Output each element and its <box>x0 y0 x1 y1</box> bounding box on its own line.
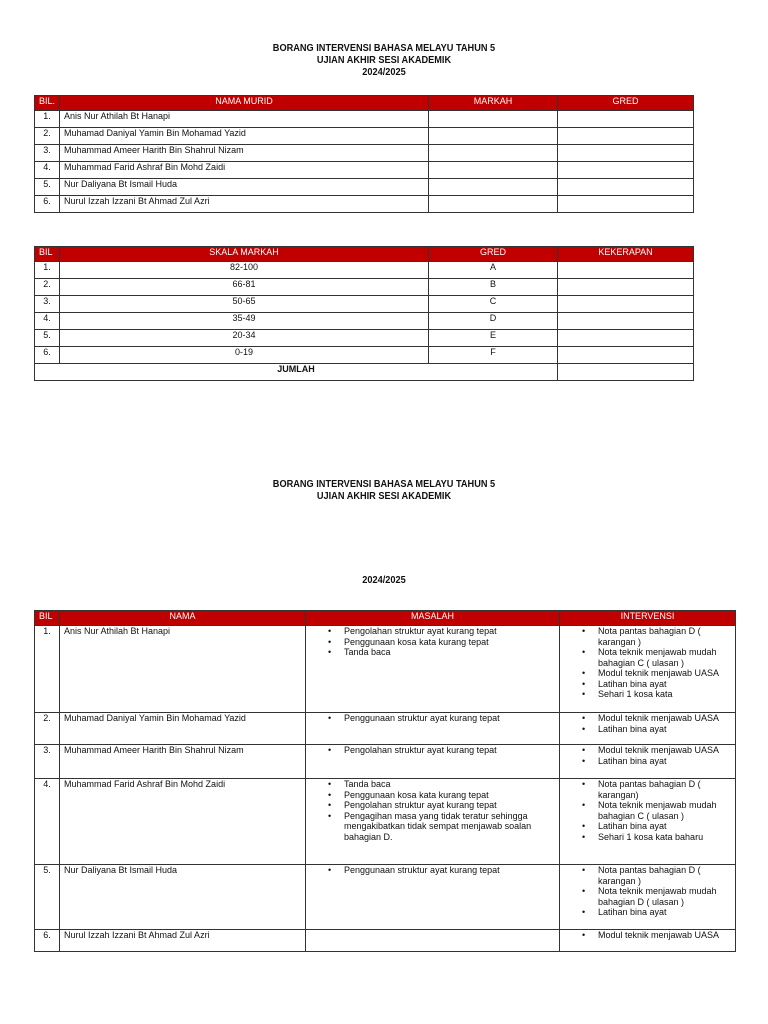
table-row <box>35 347 694 364</box>
masalah-item: • Penggunaan struktur ayat kurang tepat <box>344 713 555 724</box>
intervensi-item: • Nota teknik menjawab mudah bahagian C ( ulasan ) <box>598 647 731 668</box>
table-row <box>35 179 694 196</box>
row-bil: 6. <box>35 930 60 952</box>
student-gred <box>558 145 694 162</box>
row-bil: 6. <box>35 347 60 364</box>
title-line: BORANG INTERVENSI BAHASA MELAYU TAHUN 5 <box>272 479 496 490</box>
scale-kekerapan <box>558 279 694 296</box>
row-bil: 3. <box>35 296 60 313</box>
masalah-list <box>310 626 555 658</box>
header-markah: MARKAH <box>429 96 558 111</box>
student-name: Nurul Izzah Izzani Bt Ahmad Zul Azri <box>60 930 306 952</box>
student-name: Muhamad Daniyal Yamin Bin Mohamad Yazid <box>60 128 429 145</box>
header-bil: BIL. <box>35 96 60 111</box>
table-row <box>35 330 694 347</box>
row-bil: 6. <box>35 196 60 213</box>
scale-grade: E <box>429 330 558 347</box>
intervensi-cell <box>560 626 736 713</box>
table-header-row <box>35 96 694 111</box>
scale-grade: B <box>429 279 558 296</box>
row-bil: 2. <box>35 713 60 745</box>
masalah-item: • Pengolahan struktur ayat kurang tepat <box>344 800 555 811</box>
intervensi-list <box>564 779 731 842</box>
intervensi-item: • Sehari 1 kosa kata <box>598 689 731 700</box>
masalah-item: • Penggunaan kosa kata kurang tepat <box>344 790 555 801</box>
header-skala-markah: SKALA MARKAH <box>60 247 429 262</box>
row-bil: 1. <box>35 626 60 713</box>
table-row <box>35 313 694 330</box>
intervensi-item: • Latihan bina ayat <box>598 821 731 832</box>
student-gred <box>558 111 694 128</box>
title-line: 2024/2025 <box>362 67 406 78</box>
intervensi-item: • Nota pantas bahagian D ( karangan) <box>598 779 731 800</box>
table-row <box>35 296 694 313</box>
row-bil: 4. <box>35 313 60 330</box>
scale-range: 66-81 <box>60 279 429 296</box>
student-gred <box>558 196 694 213</box>
scale-range: 35-49 <box>60 313 429 330</box>
row-bil: 2. <box>35 279 60 296</box>
scale-range: 50-65 <box>60 296 429 313</box>
intervensi-item: • Modul teknik menjawab UASA <box>598 713 731 724</box>
grade-scale-table <box>34 246 694 381</box>
table-header-row <box>35 611 736 626</box>
student-name: Muhammad Ameer Harith Bin Shahrul Nizam <box>60 145 429 162</box>
intervensi-item: • Modul teknik menjawab UASA <box>598 745 731 756</box>
intervensi-item: • Nota teknik menjawab mudah bahagian C ( ulasan ) <box>598 800 731 821</box>
table-row <box>35 128 694 145</box>
scale-kekerapan <box>558 262 694 279</box>
student-name: Anis Nur Athilah Bt Hanapi <box>60 111 429 128</box>
title-line: UJIAN AKHIR SESI AKADEMIK <box>316 55 452 66</box>
scale-grade: D <box>429 313 558 330</box>
masalah-item: • Pengolahan struktur ayat kurang tepat <box>344 626 555 637</box>
intervensi-list <box>564 745 731 766</box>
intervensi-cell <box>560 865 736 930</box>
form-title-2 <box>31 479 738 503</box>
form-title-1 <box>31 43 738 79</box>
student-name: Nurul Izzah Izzani Bt Ahmad Zul Azri <box>60 196 429 213</box>
intervensi-cell <box>560 745 736 779</box>
row-bil: 3. <box>35 145 60 162</box>
table-row <box>35 111 694 128</box>
title-line: 2024/2025 <box>362 575 406 586</box>
student-name: Muhammad Ameer Harith Bin Shahrul Nizam <box>60 745 306 779</box>
intervensi-item: • Latihan bina ayat <box>598 679 731 690</box>
masalah-item: • Tanda baca <box>344 779 555 790</box>
table-header-row <box>35 247 694 262</box>
title-line: UJIAN AKHIR SESI AKADEMIK <box>316 491 452 502</box>
intervensi-list <box>564 713 731 734</box>
table-row <box>35 196 694 213</box>
table-row <box>35 279 694 296</box>
intervensi-cell <box>560 930 736 952</box>
header-gred: GRED <box>558 96 694 111</box>
intervensi-list <box>564 930 731 941</box>
header-bil: BIL <box>35 247 60 262</box>
intervensi-item: • Nota pantas bahagian D ( karangan ) <box>598 626 731 647</box>
scale-grade: A <box>429 262 558 279</box>
scale-kekerapan <box>558 330 694 347</box>
intervensi-item: • Sehari 1 kosa kata baharu <box>598 832 731 843</box>
scale-kekerapan <box>558 313 694 330</box>
table-row <box>35 713 736 745</box>
row-bil: 3. <box>35 745 60 779</box>
intervensi-item: • Latihan bina ayat <box>598 724 731 735</box>
scale-kekerapan <box>558 347 694 364</box>
table-row <box>35 745 736 779</box>
total-value <box>558 364 694 381</box>
row-bil: 5. <box>35 179 60 196</box>
student-name: Nur Daliyana Bt Ismail Huda <box>60 179 429 196</box>
header-intervensi: INTERVENSI <box>560 611 736 626</box>
masalah-item: • Pengagihan masa yang tidak teratur sehingga mengakibatkan tidak sempat menjawab soalan bahagian D. <box>344 811 555 843</box>
masalah-cell <box>306 779 560 865</box>
table-row <box>35 145 694 162</box>
student-markah <box>429 128 558 145</box>
scale-grade: C <box>429 296 558 313</box>
student-gred <box>558 179 694 196</box>
masalah-list <box>310 713 555 724</box>
header-bil: BIL <box>35 611 60 626</box>
masalah-item: • Tanda baca <box>344 647 555 658</box>
scale-grade: F <box>429 347 558 364</box>
scale-kekerapan <box>558 296 694 313</box>
header-nama: NAMA <box>60 611 306 626</box>
student-name: Anis Nur Athilah Bt Hanapi <box>60 626 306 713</box>
student-name: Muhammad Farid Ashraf Bin Mohd Zaidi <box>60 162 429 179</box>
row-bil: 1. <box>35 262 60 279</box>
masalah-cell <box>306 626 560 713</box>
masalah-list <box>310 745 555 756</box>
header-kekerapan: KEKERAPAN <box>558 247 694 262</box>
title-line: BORANG INTERVENSI BAHASA MELAYU TAHUN 5 <box>272 43 496 54</box>
masalah-list <box>310 779 555 842</box>
masalah-item: • Pengolahan struktur ayat kurang tepat <box>344 745 555 756</box>
total-label: JUMLAH <box>35 364 558 381</box>
intervention-table <box>34 610 736 952</box>
masalah-item: • Penggunaan kosa kata kurang tepat <box>344 637 555 648</box>
masalah-cell <box>306 865 560 930</box>
intervensi-cell <box>560 779 736 865</box>
header-masalah: MASALAH <box>306 611 560 626</box>
student-markah <box>429 111 558 128</box>
row-bil: 5. <box>35 330 60 347</box>
table-row <box>35 779 736 865</box>
masalah-cell <box>306 930 560 952</box>
header-gred: GRED <box>429 247 558 262</box>
student-name: Nur Daliyana Bt Ismail Huda <box>60 865 306 930</box>
student-markah <box>429 179 558 196</box>
student-markah <box>429 162 558 179</box>
student-gred <box>558 128 694 145</box>
intervensi-item: • Nota teknik menjawab mudah bahagian D ( ulasan ) <box>598 886 731 907</box>
student-name: Muhamad Daniyal Yamin Bin Mohamad Yazid <box>60 713 306 745</box>
intervensi-item: • Latihan bina ayat <box>598 907 731 918</box>
intervensi-list <box>564 865 731 918</box>
intervensi-item: • Nota pantas bahagian D ( karangan ) <box>598 865 731 886</box>
intervensi-item: • Latihan bina ayat <box>598 756 731 767</box>
masalah-cell <box>306 713 560 745</box>
row-bil: 2. <box>35 128 60 145</box>
table-row <box>35 262 694 279</box>
student-gred <box>558 162 694 179</box>
row-bil: 4. <box>35 162 60 179</box>
form-year-2 <box>31 575 738 587</box>
header-nama-murid: NAMA MURID <box>60 96 429 111</box>
table-row <box>35 930 736 952</box>
table-row <box>35 865 736 930</box>
table-row <box>35 626 736 713</box>
row-bil: 5. <box>35 865 60 930</box>
intervensi-cell <box>560 713 736 745</box>
student-markah <box>429 196 558 213</box>
scale-range: 82-100 <box>60 262 429 279</box>
masalah-list <box>310 865 555 876</box>
student-marks-table <box>34 95 694 213</box>
intervensi-item: • Modul teknik menjawab UASA <box>598 668 731 679</box>
intervensi-item: • Modul teknik menjawab UASA <box>598 930 731 941</box>
masalah-cell <box>306 745 560 779</box>
scale-range: 0-19 <box>60 347 429 364</box>
student-markah <box>429 145 558 162</box>
row-bil: 4. <box>35 779 60 865</box>
table-row <box>35 162 694 179</box>
student-name: Muhammad Farid Ashraf Bin Mohd Zaidi <box>60 779 306 865</box>
intervensi-list <box>564 626 731 700</box>
masalah-item: • Penggunaan struktur ayat kurang tepat <box>344 865 555 876</box>
scale-range: 20-34 <box>60 330 429 347</box>
total-row <box>35 364 694 381</box>
row-bil: 1. <box>35 111 60 128</box>
